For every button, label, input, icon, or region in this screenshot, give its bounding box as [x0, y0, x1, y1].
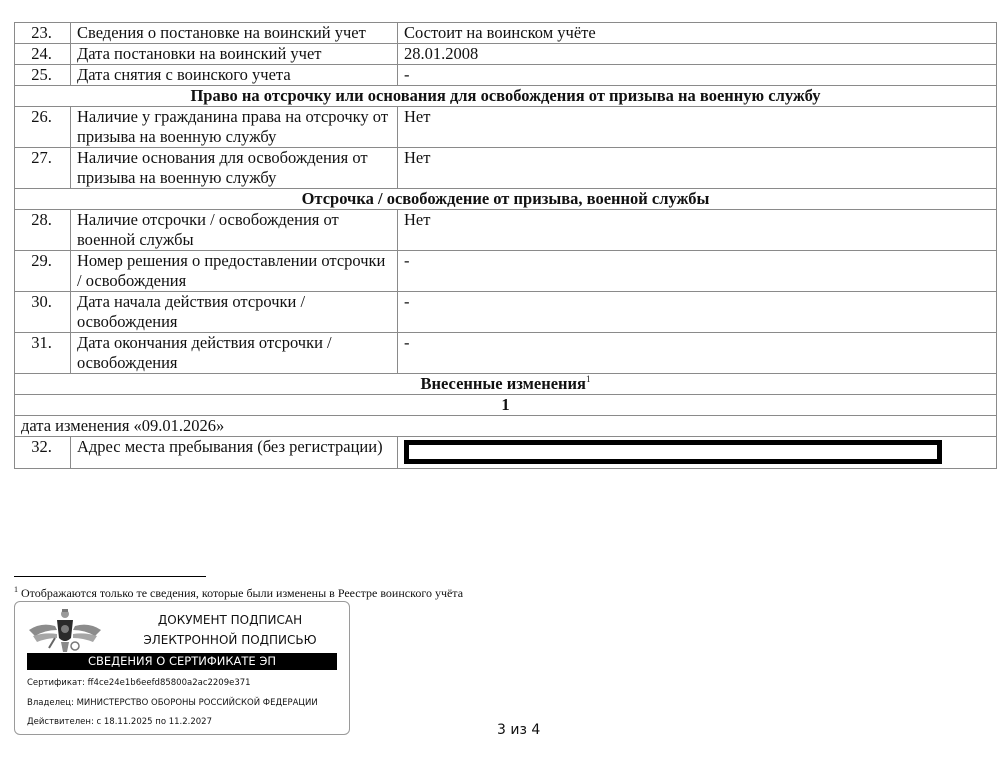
row-number: 23. — [15, 23, 71, 44]
stamp-title — [125, 610, 335, 650]
row-number: 30. — [15, 292, 71, 333]
table-row — [15, 65, 997, 86]
double-headed-eagle-icon — [27, 608, 103, 654]
row-value: Нет — [398, 148, 997, 189]
row-value: - — [398, 292, 997, 333]
certificate-validity: Действителен: с 18.11.2025 по 11.2.2027 — [27, 717, 212, 727]
footnote-reference: 1 — [585, 374, 591, 384]
table-row — [15, 333, 997, 374]
row-value: - — [398, 333, 997, 374]
row-value: Нет — [398, 210, 997, 251]
change-number: 1 — [15, 395, 997, 416]
row-value: Состоит на воинском учёте — [398, 23, 997, 44]
certificate-serial: Сертификат: ff4ce24e1b6eefd85800a2ac2209e371 — [27, 678, 251, 688]
certificate-info-bar: СВЕДЕНИЯ О СЕРТИФИКАТЕ ЭП — [27, 653, 337, 670]
table-row — [15, 437, 997, 469]
section-header-row — [15, 86, 997, 107]
table-row — [15, 251, 997, 292]
table-row — [15, 148, 997, 189]
row-label: Дата постановки на воинский учет — [71, 44, 398, 65]
section-heading: Право на отсрочку или основания для освобождения от призыва на военную службу — [15, 86, 997, 107]
section-heading: Отсрочка / освобождение от призыва, военной службы — [15, 189, 997, 210]
footnote-text: Отображаются только те сведения, которые были изменены в Реестре воинского учёта — [21, 586, 464, 600]
section-header-row — [15, 374, 997, 395]
table-row — [15, 210, 997, 251]
certificate-owner: Владелец: МИНИСТЕРСТВО ОБОРОНЫ РОССИЙСКОЙ ФЕДЕРАЦИИ — [27, 698, 318, 708]
row-number: 25. — [15, 65, 71, 86]
section-heading — [15, 374, 997, 395]
section-heading-text: Внесенные изменения — [420, 374, 586, 393]
page-indicator: 3 из 4 — [497, 722, 541, 738]
footnote — [14, 586, 463, 600]
change-number-row — [15, 395, 997, 416]
row-number: 29. — [15, 251, 71, 292]
row-number: 27. — [15, 148, 71, 189]
change-date-row — [15, 416, 997, 437]
table-row — [15, 23, 997, 44]
row-label: Дата снятия с воинского учета — [71, 65, 398, 86]
row-value: - — [398, 251, 997, 292]
footnote-mark: 1 — [14, 585, 18, 594]
row-value: 28.01.2008 — [398, 44, 997, 65]
stamp-title-line2: ЭЛЕКТРОННОЙ ПОДПИСЬЮ — [143, 633, 317, 647]
row-value: Нет — [398, 107, 997, 148]
row-value: - — [398, 65, 997, 86]
row-label: Дата начала действия отсрочки / освобождения — [71, 292, 398, 333]
row-number: 31. — [15, 333, 71, 374]
row-label: Наличие отсрочки / освобождения от военной службы — [71, 210, 398, 251]
row-label: Адрес места пребывания (без регистрации) — [71, 437, 398, 469]
table-row — [15, 107, 997, 148]
row-number: 32. — [15, 437, 71, 469]
stamp-title-line1: ДОКУМЕНТ ПОДПИСАН — [157, 613, 303, 627]
table-row — [15, 44, 997, 65]
redacted-address-box — [404, 440, 942, 464]
row-value — [398, 437, 997, 469]
row-number: 28. — [15, 210, 71, 251]
row-label: Наличие основания для освобождения от призыва на военную службу — [71, 148, 398, 189]
footnote-separator — [14, 576, 206, 577]
military-registry-table — [14, 22, 997, 469]
row-label: Номер решения о предоставлении отсрочки / освобождения — [71, 251, 398, 292]
row-label: Сведения о постановке на воинский учет — [71, 23, 398, 44]
electronic-signature-stamp — [14, 601, 350, 735]
row-number: 24. — [15, 44, 71, 65]
row-label: Наличие у гражданина права на отсрочку от призыва на военную службу — [71, 107, 398, 148]
row-label: Дата окончания действия отсрочки / освобождения — [71, 333, 398, 374]
row-number: 26. — [15, 107, 71, 148]
section-header-row — [15, 189, 997, 210]
change-date: дата изменения «09.01.2026» — [15, 416, 997, 437]
table-row — [15, 292, 997, 333]
